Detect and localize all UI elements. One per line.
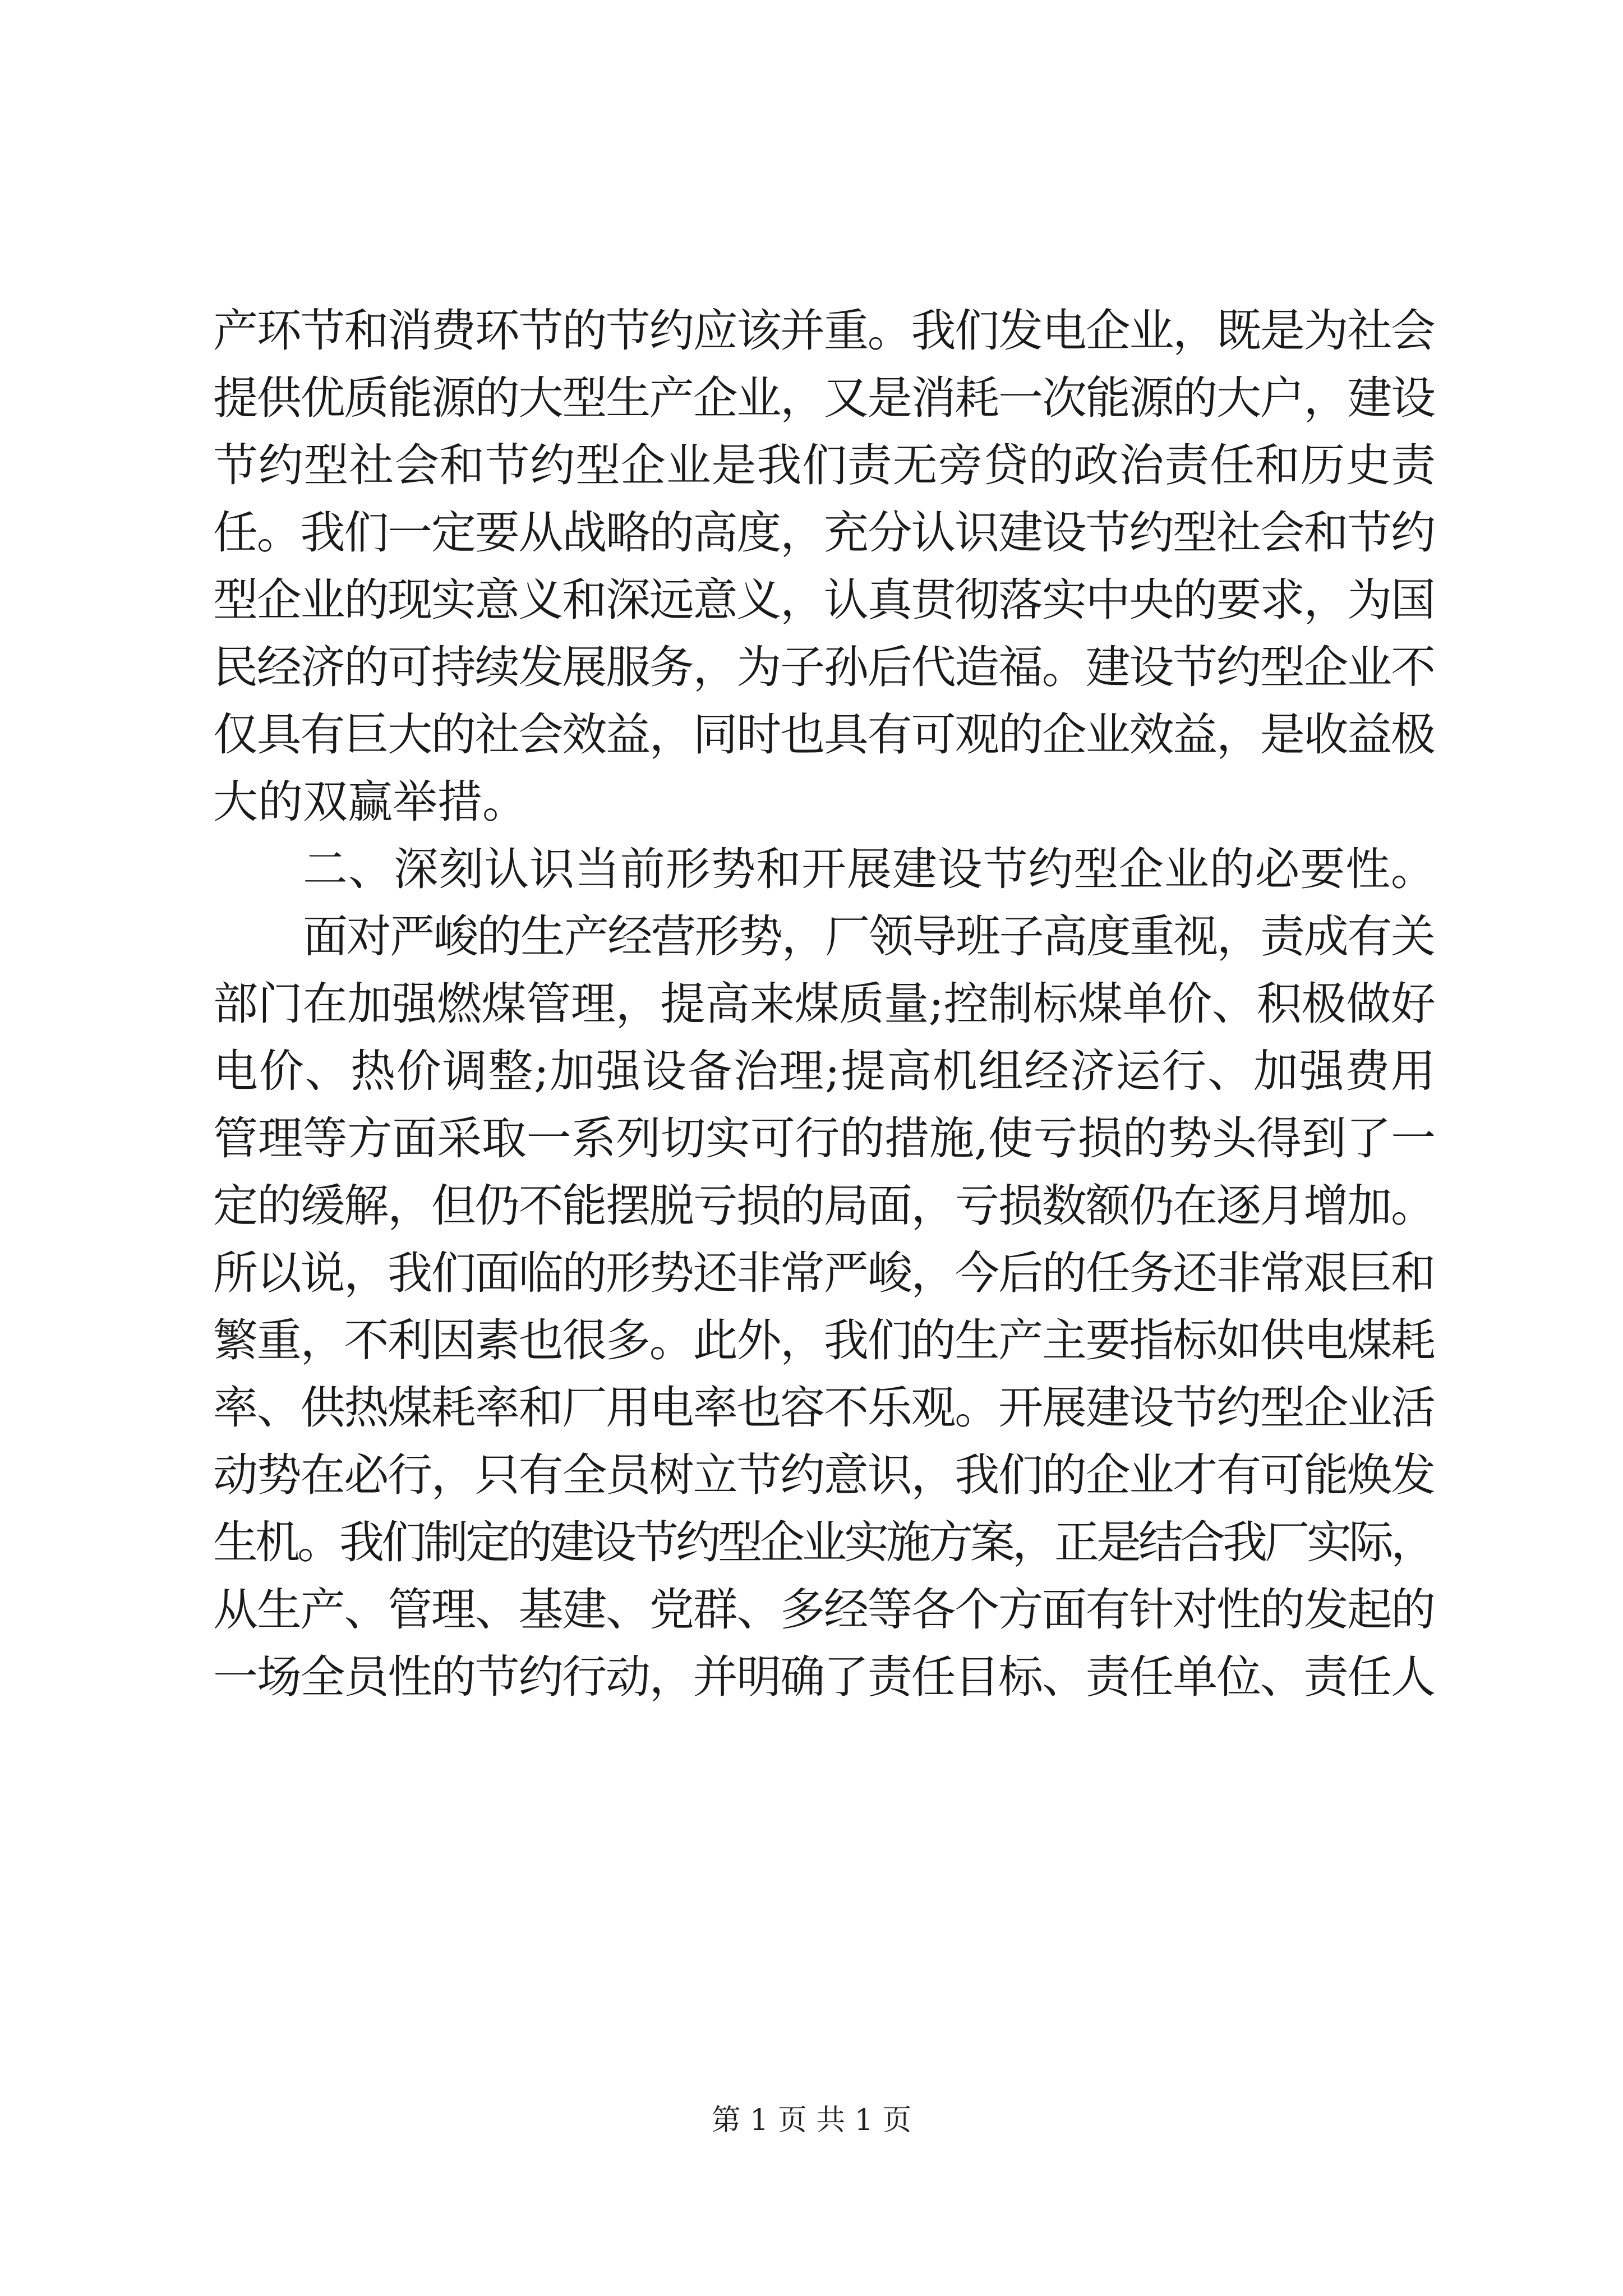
paragraph-line: 管理等方面采取一系列切实可行的措施,使亏损的势头得到了一 [213, 1112, 1436, 1165]
paragraph-line: 民经济的可持续发展服务，为子孙后代造福。建设节约型企业不 [213, 641, 1435, 693]
paragraph-line: 定的缓解，但仍不能摆脱亏损的局面，亏损数额仍在逐月增加。 [213, 1180, 1435, 1232]
paragraph-line: 任。我们一定要从战略的高度，充分认识建设节约型社会和节约 [213, 507, 1435, 559]
page-footer: 第 1 页 共 1 页 [711, 2104, 912, 2137]
paragraph-line: 生机。我们制定的建设节约型企业实施方案，正是结合我厂实际， [213, 1516, 1433, 1568]
paragraph-line: 所以说，我们面临的形势还非常严峻，今后的任务还非常艰巨和 [213, 1247, 1435, 1299]
paragraph-line: 动势在必行，只有全员树立节约意识，我们的企业才有可能焕发 [213, 1449, 1435, 1501]
paragraph-line: 产环节和消费环节的节约应该并重。我们发电企业，既是为社会 [213, 305, 1435, 357]
paragraph-line: 从生产、管理、基建、党群、多经等各个方面有针对性的发起的 [213, 1584, 1435, 1636]
paragraph-line: 部门在加强燃煤管理，提高来煤质量;控制标煤单价、积极做好 [213, 978, 1436, 1030]
paragraph-line: 提供优质能源的大型生产企业，又是消耗一次能源的大户，建设 [213, 372, 1435, 424]
paragraph-line: 二、深刻认识当前形势和开展建设节约型企业的必要性。 [303, 843, 1436, 895]
paragraph-line: 大的双赢举措。 [213, 776, 527, 828]
paragraph-line: 仅具有巨大的社会效益，同时也具有可观的企业效益，是收益极 [213, 708, 1435, 761]
paragraph-line: 一场全员性的节约行动，并明确了责任目标、责任单位、责任人 [213, 1651, 1435, 1703]
paragraph-line: 繁重，不利因素也很多。此外，我们的生产主要指标如供电煤耗 [213, 1314, 1435, 1366]
paragraph-line: 电价、热价调整;加强设备治理;提高机组经济运行、加强费用 [213, 1045, 1437, 1097]
paragraph-line: 型企业的现实意义和深远意义，认真贯彻落实中央的要求，为国 [213, 574, 1435, 626]
paragraph-line: 面对严峻的生产经营形势，厂领导班子高度重视，责成有关 [303, 910, 1435, 963]
paragraph-line: 率、供热煤耗率和厂用电率也容不乐观。开展建设节约型企业活 [213, 1382, 1435, 1434]
paragraph-line: 节约型社会和节约型企业是我们责无旁贷的政治责任和历史责 [213, 439, 1436, 491]
